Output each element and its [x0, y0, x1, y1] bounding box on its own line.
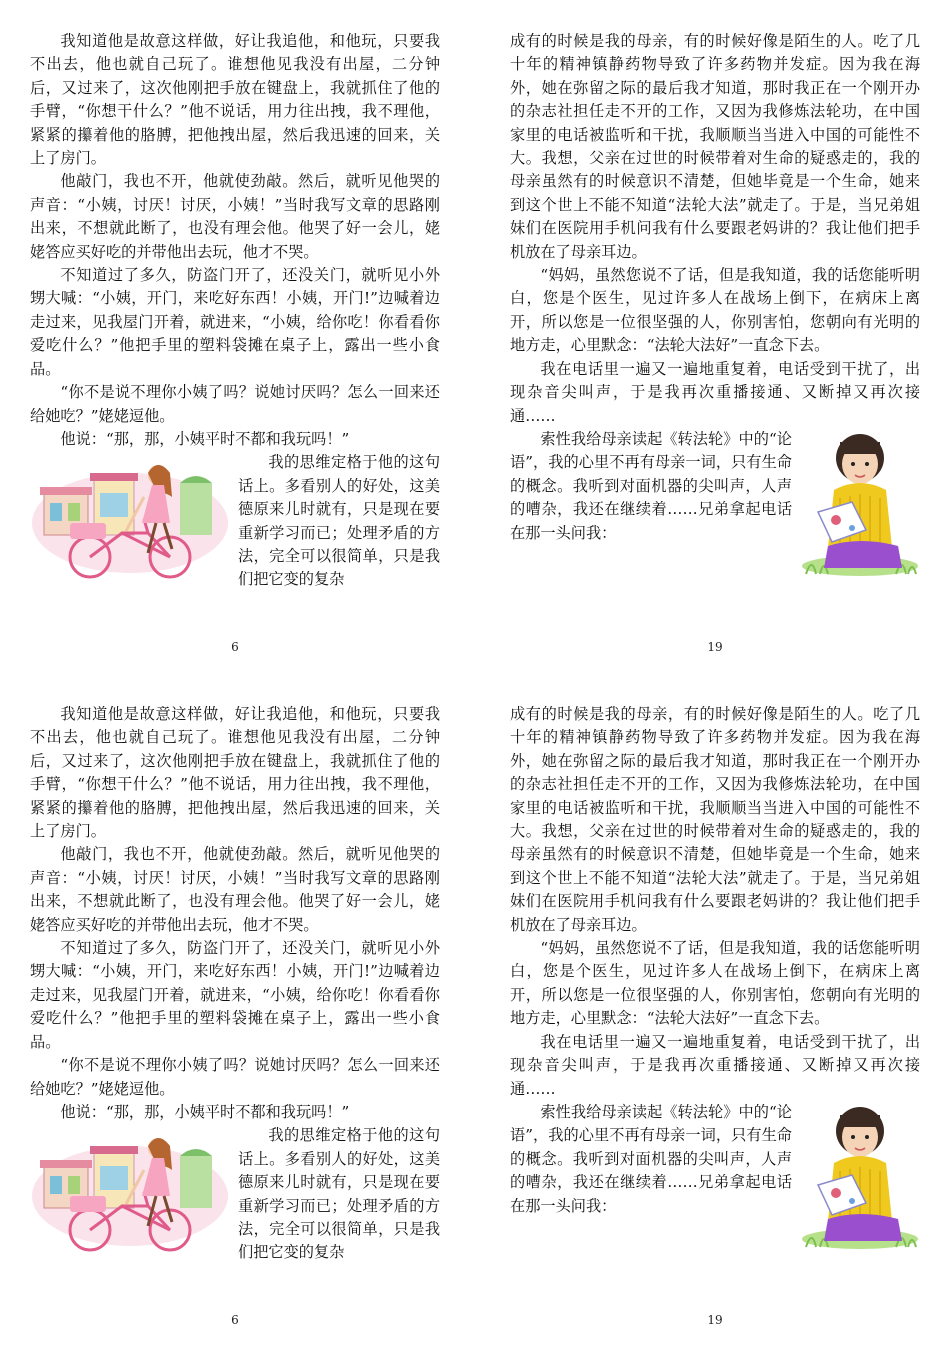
paragraph: 不知道过了多久，防盗门开了，还没关门，就听见小外甥大喊：“小姨，开门，来吃好东西！小姨，开门!”边喊着边走过来，见我屋门开着，就进来，“小姨，给你吃！你看看你爱吃什么？”他把手里的塑料袋摊在桌子上，露出一些小食品。 — [30, 939, 440, 1051]
right-column — [510, 30, 920, 578]
page-number: 19 — [707, 1313, 723, 1327]
left-column — [30, 703, 440, 1265]
paragraph: 我在电话里一遍又一遍地重复着，电话受到干扰了，出现杂音尖叫声，于是我再次重播接通、又断掉又再次接通…… — [510, 1032, 920, 1098]
paragraph: 我知道他是故意这样做，好让我追他，和他玩，只要我不出去，他也就自己玩了。谁想他见我没有出屋，二分钟后，又过来了，这次他刚把手放在键盘上，我就抓住了他的手臂，“你想干什么？”他不说话，用力往出拽，我不理他，紧紧的攥着他的胳膊，把他拽出屋，然后我迅速的回来，关上了房门。 — [30, 32, 440, 168]
left-column — [30, 30, 440, 592]
paragraph: 他说：“那，那，小姨平时不都和我玩吗！” — [60, 1102, 350, 1121]
paragraph: 索性我给母亲读起《转法轮》中的“论语”，我的心里不再有母亲一词，只有生命的概念。我听到对面机器的尖叫声，人声的嘈杂，我还在继续着……兄弟拿起电话在那一头问我： — [510, 1102, 792, 1215]
girl-with-bicycle-illustration — [30, 1126, 230, 1258]
paragraph: 他敲门，我也不开，他就使劲敲。然后，就听见他哭的声音：“小姨，讨厌！讨厌，小姨！”当时我写文章的思路刚出来，不想就此断了，也没有理会他。他哭了好一会儿，姥姥答应买好吃的并带他出去玩，他才不哭。 — [30, 845, 440, 934]
page-number: 6 — [231, 1313, 239, 1327]
right-column — [510, 703, 920, 1251]
paragraph: “你不是说不理你小姨了吗？说她讨厌吗？怎么一回来还给她吃？”姥姥逗他。 — [30, 1056, 440, 1098]
girl-with-bicycle-illustration — [30, 453, 230, 585]
paragraph: 成有的时候是我的母亲，有的时候好像是陌生的人。吃了几十年的精神镇静药物导致了许多药物并发症。因为我在海外，她在弥留之际的最后我才知道，那时我正在一个刚开办的杂志社担任走不开的工作，又因为我修炼法轮功，在中国家里的电话被监听和干扰，我顺顺当当进入中国的可能性不大。我想，父亲在过世的时候带着对生命的疑惑走的，我的母亲虽然有的时候意识不清楚，但她毕竟是一个生命，她来到这个世上不能不知道“法轮大法”就走了。于是，当兄弟姐妹们在医院用手机问我有什么要跟老妈讲的？我让他们把手机放在了母亲耳边。 — [510, 32, 920, 261]
paragraph: 他敲门，我也不开，他就使劲敲。然后，就听见他哭的声音：“小姨，讨厌！讨厌，小姨！”当时我写文章的思路刚出来，不想就此断了，也没有理会他。他哭了好一会儿，姥姥答应买好吃的并带他出去玩，他才不哭。 — [30, 172, 440, 261]
illustrated-paragraph — [510, 428, 920, 545]
illustrated-paragraph — [30, 451, 440, 591]
illustrated-paragraph — [510, 1101, 920, 1218]
paragraph: 我在电话里一遍又一遍地重复着，电话受到干扰了，出现杂音尖叫声，于是我再次重播接通、又断掉又再次接通…… — [510, 359, 920, 425]
paragraph: “妈妈，虽然您说不了话，但是我知道，我的话您能听明白，您是个医生，见过许多人在战场上倒下，在病床上离开，所以您是一位很坚强的人，你别害怕，您朝向有光明的地方走，心里默念：“法轮大法好”一直念下去。 — [510, 939, 920, 1028]
page-number: 19 — [707, 640, 723, 654]
paragraph: “妈妈，虽然您说不了话，但是我知道，我的话您能听明白，您是个医生，见过许多人在战场上倒下，在病床上离开，所以您是一位很坚强的人，你别害怕，您朝向有光明的地方走，心里默念：“法轮大法好”一直念下去。 — [510, 266, 920, 355]
page-number: 6 — [231, 640, 239, 654]
paragraph: 我的思维定格于他的这句话上。多看别人的好处，这美德原来儿时就有，只是现在要重新学习而已；处理矛盾的方法，完全可以很简单，只是我们把它变的复杂 — [238, 453, 440, 589]
paragraph: 成有的时候是我的母亲，有的时候好像是陌生的人。吃了几十年的精神镇静药物导致了许多药物并发症。因为我在海外，她在弥留之际的最后我才知道，那时我正在一个刚开办的杂志社担任走不开的工作，又因为我修炼法轮功，在中国家里的电话被监听和干扰，我顺顺当当进入中国的可能性不大。我想，父亲在过世的时候带着对生命的疑惑走的，我的母亲虽然有的时候意识不清楚，但她毕竟是一个生命，她来到这个世上不能不知道“法轮大法”就走了。于是，当兄弟姐妹们在医院用手机问我有什么要跟老妈讲的？我让他们把手机放在了母亲耳边。 — [510, 705, 920, 934]
paragraph: 不知道过了多久，防盗门开了，还没关门，就听见小外甥大喊：“小姨，开门，来吃好东西！小姨，开门!”边喊着边走过来，见我屋门开着，就进来，“小姨，给你吃！你看看你爱吃什么？”他把手里的塑料袋摊在桌子上，露出一些小食品。 — [30, 266, 440, 378]
paragraph: 我的思维定格于他的这句话上。多看别人的好处，这美德原来儿时就有，只是现在要重新学习而已；处理矛盾的方法，完全可以很简单，只是我们把它变的复杂 — [238, 1126, 440, 1262]
paragraph: 他说：“那，那，小姨平时不都和我玩吗！” — [60, 429, 350, 448]
illustrated-paragraph — [30, 1124, 440, 1264]
paragraph: 索性我给母亲读起《转法轮》中的“论语”，我的心里不再有母亲一词，只有生命的概念。我听到对面机器的尖叫声，人声的嘈杂，我还在继续着……兄弟拿起电话在那一头问我： — [510, 429, 792, 542]
paragraph: 我知道他是故意这样做，好让我追他，和他玩，只要我不出去，他也就自己玩了。谁想他见我没有出屋，二分钟后，又过来了，这次他刚把手放在键盘上，我就抓住了他的手臂，“你想干什么？”他不说话，用力往出拽，我不理他，紧紧的攥着他的胳膊，把他拽出屋，然后我迅速的回来，关上了房门。 — [30, 705, 440, 841]
bottom-sheet — [0, 673, 950, 1345]
girl-reading-book-illustration — [800, 1101, 920, 1251]
top-sheet — [0, 0, 950, 672]
paragraph: “你不是说不理你小姨了吗？说她讨厌吗？怎么一回来还给她吃？”姥姥逗他。 — [30, 383, 440, 425]
girl-reading-book-illustration — [800, 428, 920, 578]
